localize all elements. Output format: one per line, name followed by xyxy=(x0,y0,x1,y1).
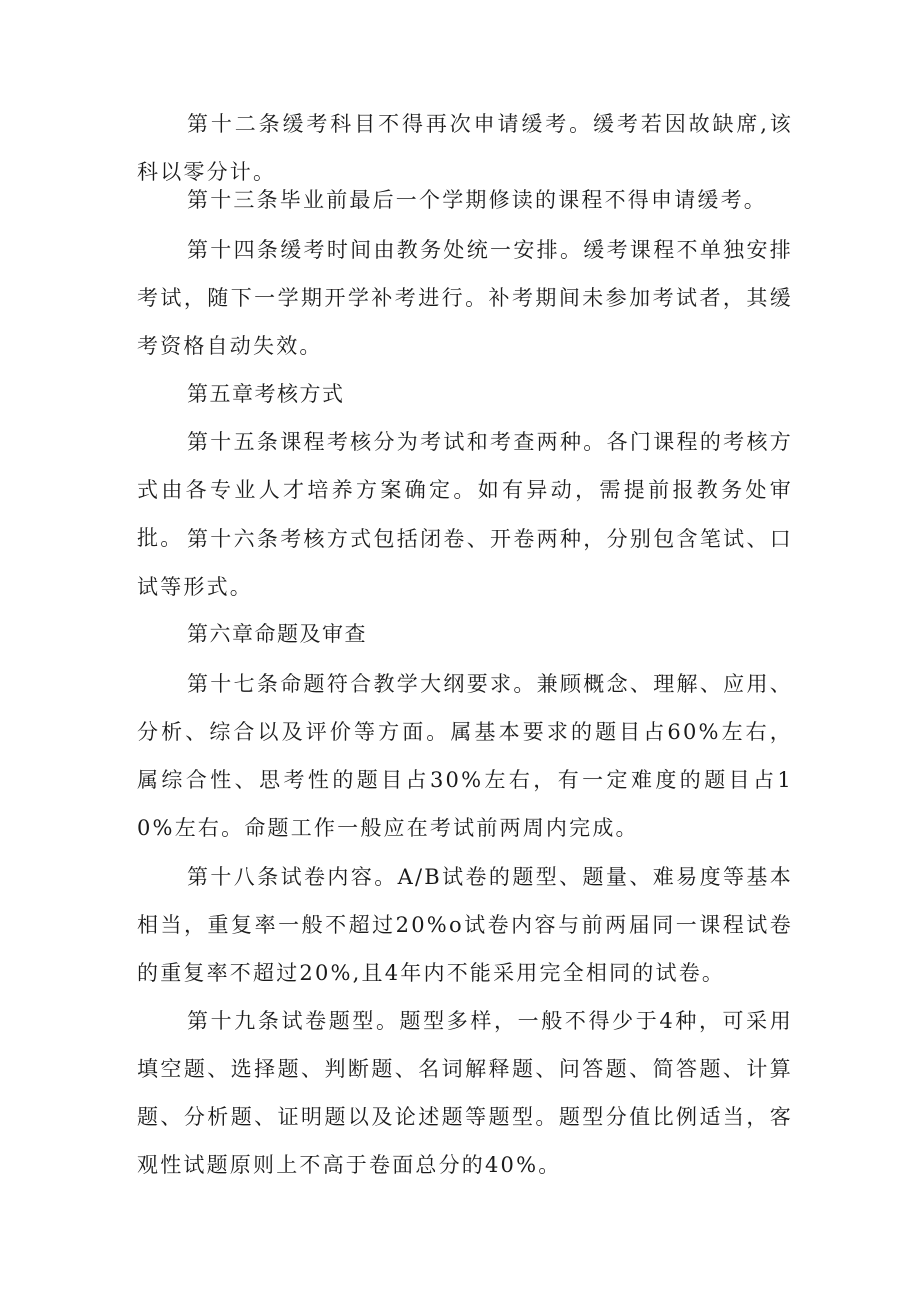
article-12: 第十二条缓考科目不得再次申请缓考。缓考若因故缺席,该科以零分计。 xyxy=(137,112,793,184)
article-19: 第十九条试卷题型。题型多样，一般不得少于4种，可采用填空题、选择题、判断题、名词解释题、问答题、简答题、计算题、分析题、证明题以及论述题等题型。题型分值比例适当，客观性试题原则上不高于卷面总分的40%。 xyxy=(137,1009,793,1177)
article-15: 第十五条课程考核分为考试和考查两种。各门课程的考核方式由各专业人才培养方案确定。如有异动，需提前报教务处审批。 xyxy=(137,430,793,550)
article-14: 第十四条缓考时间由教务处统一安排。缓考课程不单独安排考试，随下一学期开学补考进行。补考期间未参加考试者，其缓考资格自动失效。 xyxy=(137,238,793,358)
article-18: 第十八条试卷内容。A/B试卷的题型、题量、难易度等基本相当，重复率一般不超过20%o试卷内容与前两届同一课程试卷的重复率不超过20%,且4年内不能采用完全相同的试卷。 xyxy=(137,865,793,985)
chapter-6-heading: 第六章命题及审查 xyxy=(187,622,367,646)
chapter-5-heading: 第五章考核方式 xyxy=(187,382,345,406)
article-13: 第十三条毕业前最后一个学期修读的课程不得申请缓考。 xyxy=(187,188,767,212)
article-16: 第十六条考核方式包括闭卷、开卷两种，分别包含笔试、口试等形式。 xyxy=(137,527,793,599)
article-17: 第十七条命题符合教学大纲要求。兼顾概念、理解、应用、分析、综合以及评价等方面。属基本要求的题目占60%左右，属综合性、思考性的题目占30%左右，有一定难度的题目占10%左右。命题工作一般应在考试前两周内完成。 xyxy=(137,672,793,840)
